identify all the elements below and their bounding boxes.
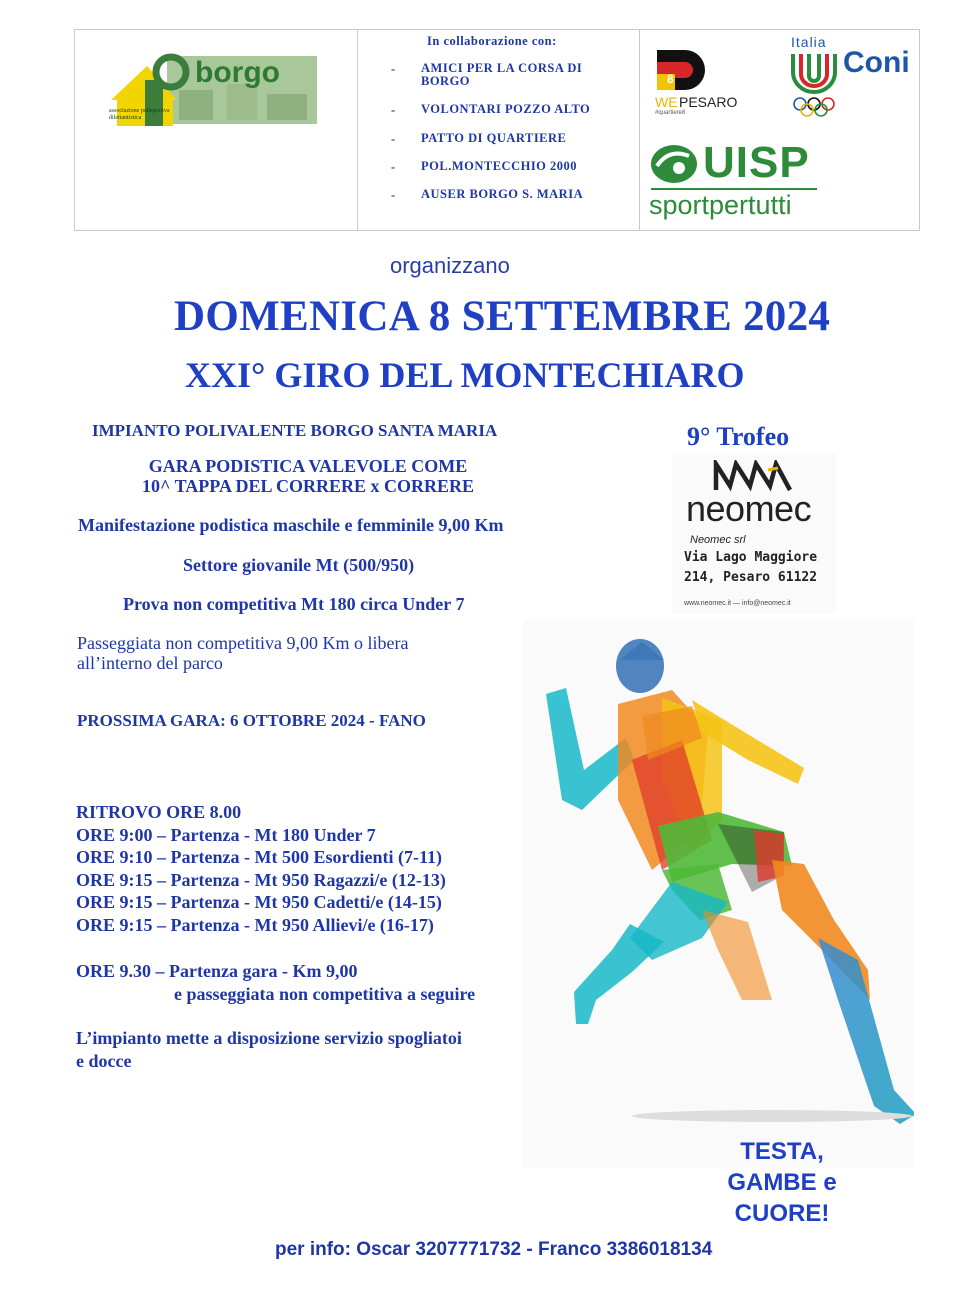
uisp-emblem-icon <box>649 142 699 186</box>
schedule-item: RITROVO ORE 8.00 <box>76 802 242 822</box>
passeggiata-block <box>77 633 408 673</box>
divider <box>639 30 640 230</box>
uisp-subtext: sportpertutti <box>649 190 792 220</box>
passeggiata-line: Passeggiata non competitiva 9,00 Km o libera <box>77 633 409 653</box>
slogan-line: CUORE! <box>734 1200 830 1227</box>
schedule-item: ORE 9:10 – Partenza - Mt 500 Esordienti (7-11) <box>76 847 442 868</box>
organizzano-text: organizzano <box>390 253 510 278</box>
list-item-text: AMICI PER LA CORSA DI BORGO <box>421 61 583 88</box>
neomec-address-line: 214, Pesaro 61122 <box>684 570 818 585</box>
runner-illustration <box>522 620 914 1168</box>
manifestazione-text: Manifestazione podistica maschile e femminile 9,00 Km <box>78 515 504 535</box>
collab-list <box>391 62 631 222</box>
slogan-line: GAMBE e <box>727 1169 837 1196</box>
contact-info: per info: Oscar 3207771732 - Franco 3386018134 <box>275 1239 713 1260</box>
list-item-text: PATTO DI QUARTIERE <box>421 131 567 145</box>
list-dash: - <box>391 132 396 146</box>
coni-logo <box>789 34 917 126</box>
trofeo-title: 9° Trofeo <box>687 422 790 451</box>
impianto-line: L’impianto mette a disposizione servizio spogliatoi <box>76 1028 462 1048</box>
venue: IMPIANTO POLIVALENTE BORGO SANTA MARIA <box>92 421 498 440</box>
passeggiata-line: all’interno del parco <box>77 653 223 673</box>
uisp-logo <box>647 140 897 226</box>
race-start: ORE 9.30 – Partenza gara - Km 9,00 <box>76 961 358 981</box>
list-item-text: VOLONTARI POZZO ALTO <box>421 102 591 116</box>
slogan-line: TESTA, <box>740 1138 824 1165</box>
neomec-company: Neomec srl <box>690 534 746 546</box>
neomec-logo-text: neomec <box>686 488 812 529</box>
wepesaro-sub: #quartiere8 <box>655 110 686 116</box>
list-dash: - <box>391 62 396 76</box>
header-box <box>74 29 920 231</box>
neomec-web: www.neomec.it — info@neomec.it <box>684 600 791 607</box>
list-item-text: POL.MONTECCHIO 2000 <box>421 159 578 173</box>
slogan <box>702 1136 862 1229</box>
borgo-logo-text: borgo <box>195 56 280 89</box>
wepesaro-logo <box>655 48 765 120</box>
schedule-list <box>76 801 446 937</box>
collab-title: In collaborazione con: <box>427 34 557 48</box>
event-title: XXI° GIRO DEL MONTECHIARO <box>185 355 745 395</box>
borgo-logo-subtext: associazione polisportiva dilettantistica <box>109 108 170 121</box>
prossima-gara: PROSSIMA GARA: 6 OTTOBRE 2024 - FANO <box>77 711 426 730</box>
neomec-card <box>672 454 836 614</box>
divider <box>357 30 358 230</box>
olympic-rings-icon <box>791 96 837 120</box>
settore-text: Settore giovanile Mt (500/950) <box>183 555 415 575</box>
schedule-item: ORE 9:15 – Partenza - Mt 950 Allievi/e (16-17) <box>76 914 434 935</box>
wepesaro-we: WE <box>655 94 678 110</box>
list-item-text: AUSER BORGO S. MARIA <box>421 187 584 201</box>
prova-text: Prova non competitiva Mt 180 circa Under 7 <box>123 594 465 614</box>
impianto-text <box>76 1027 462 1072</box>
gara-line: 10^ TAPPA DEL CORRERE x CORRERE <box>142 476 474 496</box>
schedule-item: ORE 9:15 – Partenza - Mt 950 Cadetti/e (14-15) <box>76 892 442 913</box>
list-dash: - <box>391 160 396 174</box>
list-dash: - <box>391 103 396 117</box>
runner-icon <box>522 620 914 1168</box>
wepesaro-pesaro: PESARO <box>679 94 738 110</box>
list-dash: - <box>391 188 396 202</box>
race-start-sub: e passeggiata non competitiva a seguire <box>174 984 476 1004</box>
impianto-line: e docce <box>76 1050 132 1071</box>
gara-block <box>0 456 616 496</box>
event-date: DOMENICA 8 SETTEMBRE 2024 <box>174 293 831 340</box>
coni-text: Coni <box>843 46 910 79</box>
schedule-item: ORE 9:00 – Partenza - Mt 180 Under 7 <box>76 824 376 845</box>
coni-italia-text: Italia <box>791 34 827 50</box>
uisp-text: UISP <box>703 138 810 187</box>
schedule-item: ORE 9:15 – Partenza - Mt 950 Ragazzi/e (12-13) <box>76 869 446 890</box>
borgo-logo <box>107 50 319 128</box>
gara-line: GARA PODISTICA VALEVOLE COME <box>148 456 468 476</box>
neomec-address-line: Via Lago Maggiore <box>684 550 818 565</box>
wepesaro-number: 8 <box>667 72 674 86</box>
